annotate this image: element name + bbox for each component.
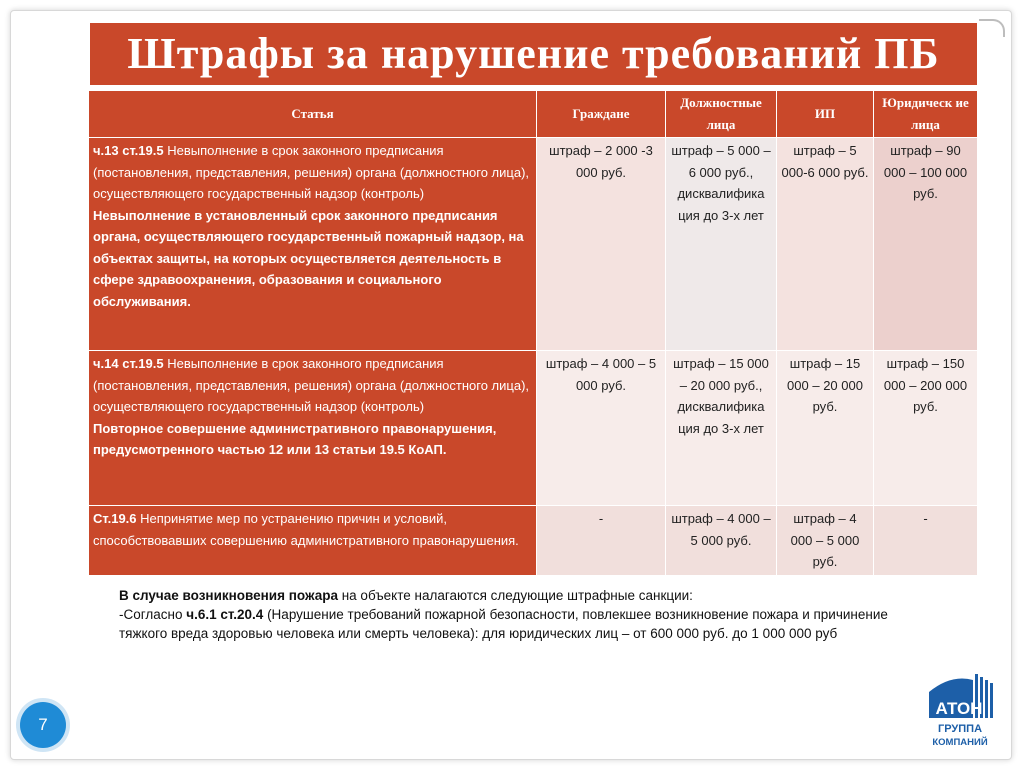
fine-legal: - (874, 506, 978, 576)
article-cell (89, 506, 537, 576)
note-lead-rest: на объекте налагаются следующие штрафные санкции: (337, 588, 693, 603)
article-text: Невыполнение в срок законного предписания (постановления, представления, решения) органа (должностного лица), осуществляющего государственный надзор (контроль) (93, 143, 530, 201)
article-text-extra: Повторное совершение административного правонарушения, предусмотренного частью 12 или 13 статьи 19.5 КоАП. (93, 420, 497, 457)
logo-subtitle2: КОМПАНИЙ (932, 737, 988, 748)
aton-logo (925, 672, 995, 752)
fine-citizens: штраф – 4 000 – 5 000 руб. (537, 351, 666, 506)
table-header-row (89, 91, 978, 138)
note-line2-rest: (Нарушение требований пожарной безопасности, повлекшее возникновение пожара и причинение тяжкого вреда здоровью человека или смерть человека): для юридических лиц – от 600 000 руб. до 1 000 000 руб (119, 607, 888, 641)
table-row (89, 506, 978, 576)
fine-legal: штраф – 90 000 – 100 000 руб. (874, 138, 978, 351)
note-line2-prefix: -Согласно (119, 607, 187, 622)
header-ip: ИП (777, 91, 874, 138)
fines-table (88, 90, 978, 576)
fine-ip: штраф – 5 000-6 000 руб. (777, 138, 874, 351)
article-number: ч.14 ст.19.5 (93, 356, 164, 371)
article-number: Ст.19.6 (93, 511, 137, 526)
note-bold-lead: В случае возникновения пожара (119, 588, 338, 603)
fine-citizens: - (537, 506, 666, 576)
article-cell (89, 351, 537, 506)
article-number: ч.13 ст.19.5 (93, 143, 164, 158)
fine-legal: штраф – 150 000 – 200 000 руб. (874, 351, 978, 506)
article-text-extra: Невыполнение в установленный срок законного предписания органа, осуществляющего государственный пожарный надзор, на объектах защиты, на которых осуществляется деятельность в сфере здравоохранения, образования и социального обслуживания. (93, 207, 524, 309)
article-text: Невыполнение в срок законного предписания (постановления, представления, решения) органа (должностного лица), осуществляющего государственный надзор (контроль) (93, 356, 530, 414)
article-cell (89, 138, 537, 351)
slide-title: Штрафы за нарушение требований ПБ (90, 23, 977, 85)
fine-officials: штраф – 4 000 – 5 000 руб. (666, 506, 777, 576)
header-legal: Юридическ ие лица (874, 91, 978, 138)
fine-officials: штраф – 5 000 – 6 000 руб., дисквалифика ция до 3-х лет (666, 138, 777, 351)
header-article: Статья (89, 91, 537, 138)
header-citizens: Граждане (537, 91, 666, 138)
table-row (89, 138, 978, 351)
logo-subtitle1: ГРУППА (937, 723, 983, 735)
fine-officials: штраф – 15 000 – 20 000 руб., дисквалифика ция до 3-х лет (666, 351, 777, 506)
fine-ip: штраф – 15 000 – 20 000 руб. (777, 351, 874, 506)
note-line2-bold: ч.6.1 ст.20.4 (186, 607, 264, 622)
article-text: Непринятие мер по устранению причин и условий, способствовавших совершению административного правонарушения. (93, 511, 519, 548)
page-curl-decoration (979, 19, 1005, 37)
page-number-badge: 7 (20, 702, 66, 748)
fine-ip: штраф – 4 000 – 5 000 руб. (777, 506, 874, 576)
fire-penalty-note (119, 586, 939, 643)
logo-name: АТОН (935, 699, 983, 718)
fine-citizens: штраф – 2 000 -3 000 руб. (537, 138, 666, 351)
table-row (89, 351, 978, 506)
header-officials: Должностные лица (666, 91, 777, 138)
